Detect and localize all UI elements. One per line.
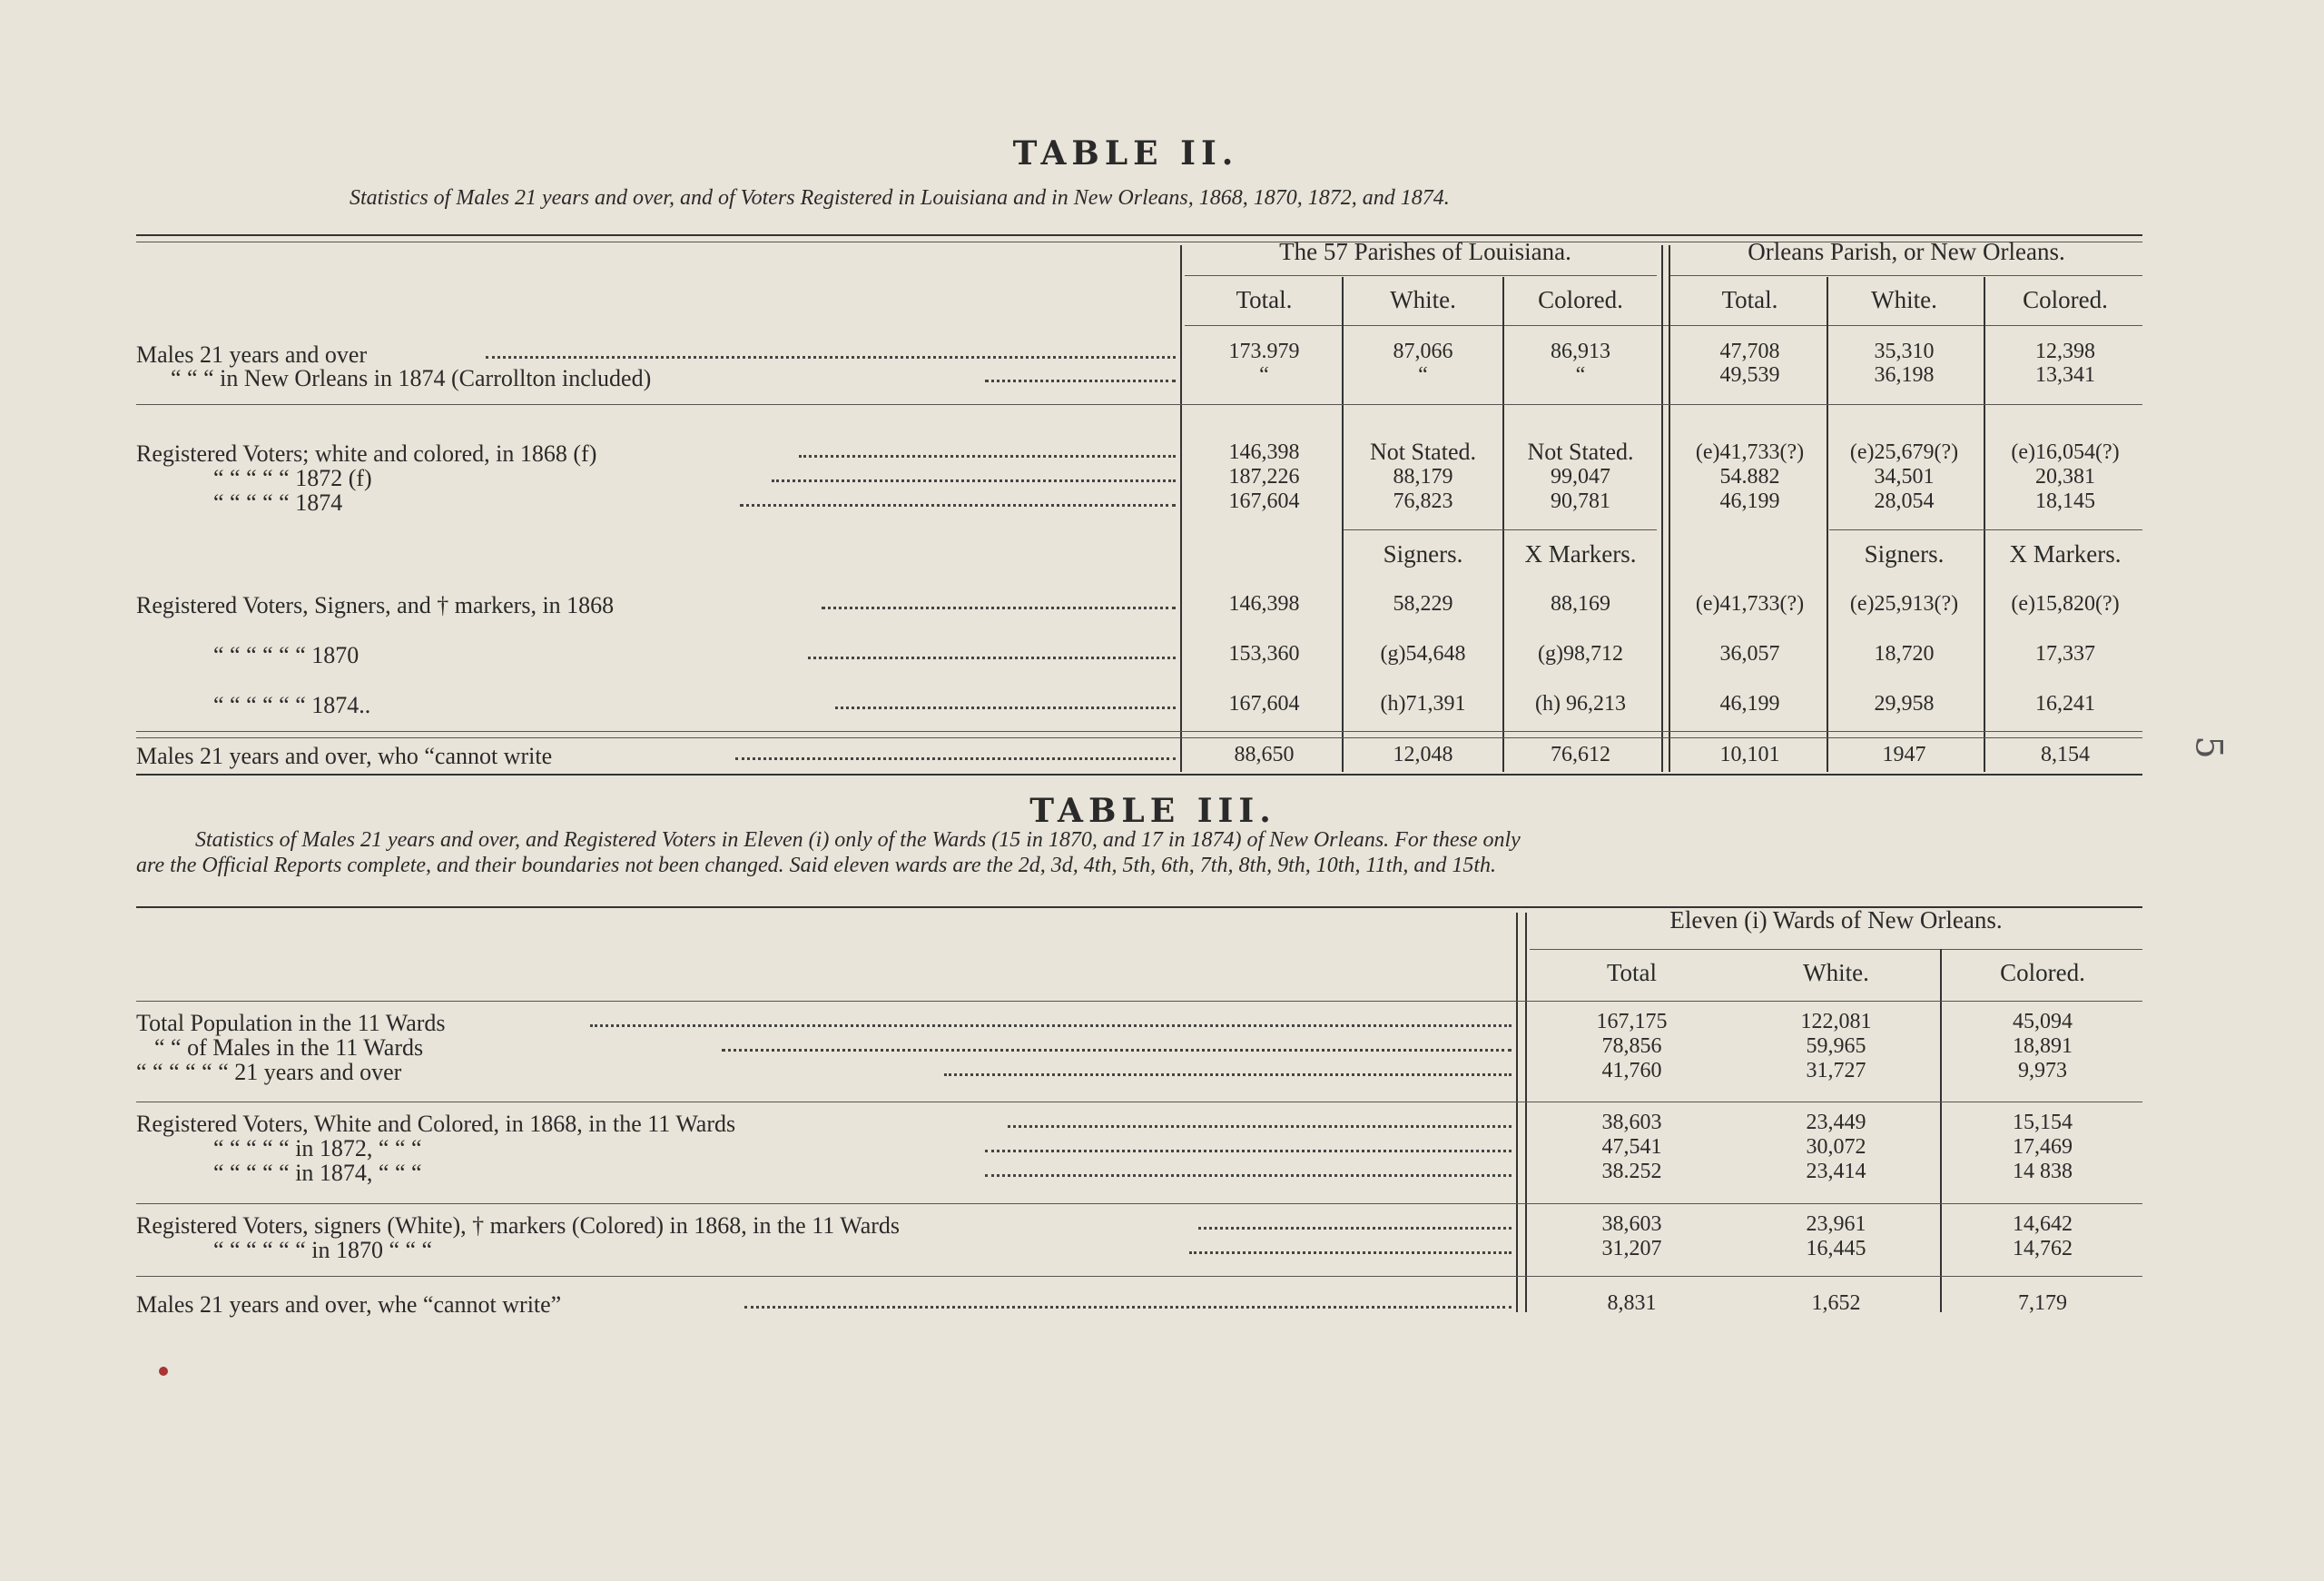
table2-cell: (e)25,913(?) <box>1849 592 1959 616</box>
table2-cell: (g)54,648 <box>1380 642 1466 666</box>
table2-cell: “ <box>1575 363 1586 387</box>
table3-cell: 47,541 <box>1601 1135 1662 1159</box>
table2-cell: 88,169 <box>1551 592 1610 616</box>
table2-cell: 36,198 <box>1874 363 1935 387</box>
table3-row-label: Registered Voters, White and Colored, in 1868, in the 11 Wards <box>136 1111 736 1137</box>
table2-cell: 153,360 <box>1228 642 1300 666</box>
table2-cell: 54.882 <box>1719 465 1780 489</box>
table3-cell: 15,154 <box>2013 1111 2073 1134</box>
table2-cell: 46,199 <box>1719 489 1780 513</box>
table2-cell: 187,226 <box>1228 465 1300 489</box>
table2-cell: 86,913 <box>1551 340 1610 363</box>
table2-row-label: “ “ “ “ “ 1874 <box>213 489 343 516</box>
table2-cell: 47,708 <box>1719 340 1780 363</box>
table2-cell: “ <box>1259 363 1269 387</box>
table3-cell: 23,414 <box>1806 1160 1866 1183</box>
table2-cell: 58,229 <box>1393 592 1453 616</box>
table2-col-orleans-total: Total. <box>1721 286 1778 313</box>
table3-cell: 17,469 <box>2013 1135 2073 1159</box>
table2-cell: 146,398 <box>1228 440 1300 464</box>
table2-col-total: Total. <box>1236 286 1293 313</box>
table2-cell: 167,604 <box>1228 489 1300 513</box>
table2-cell: 76,823 <box>1393 489 1453 513</box>
table3-cell: 1,652 <box>1811 1291 1861 1315</box>
table2-cell: 20,381 <box>2035 465 2095 489</box>
table3-cell: 31,207 <box>1601 1237 1662 1260</box>
table2-cell: 99,047 <box>1551 465 1610 489</box>
table3-cell: 45,094 <box>2013 1010 2073 1033</box>
table3-cell: 23,961 <box>1806 1212 1866 1236</box>
table3-col-total: Total <box>1606 959 1658 986</box>
page-number-mark: 5 <box>2187 736 2230 759</box>
table2-cell: 10,101 <box>1719 743 1780 766</box>
table2-cell: 8,154 <box>2041 743 2090 766</box>
table3-group-header: Eleven (i) Wards of New Orleans. <box>1669 906 2003 934</box>
table2-cell: (h)71,391 <box>1380 692 1466 716</box>
table3-cell: 14 838 <box>2013 1160 2073 1183</box>
table2-col-white: White. <box>1390 286 1456 313</box>
table2-row-label: “ “ “ “ “ “ 1874.. <box>213 692 371 718</box>
table3-cell: 8,831 <box>1607 1291 1657 1315</box>
table2-cell: 90,781 <box>1551 489 1610 513</box>
table2-cell: 16,241 <box>2035 692 2095 716</box>
table3-cell: 38.252 <box>1601 1160 1662 1183</box>
table2-subheader-signers: Signers. <box>1383 540 1463 568</box>
table2-col-orleans-colored: Colored. <box>2023 286 2108 313</box>
table2-cell: Not Stated. <box>1527 439 1634 465</box>
table3-row-label: “ “ of Males in the 11 Wards <box>154 1034 424 1061</box>
table2-cell: 88,179 <box>1393 465 1453 489</box>
table2-group-header-louisiana: The 57 Parishes of Louisiana. <box>1279 238 1571 265</box>
table2-group-header-orleans: Orleans Parish, or New Orleans. <box>1748 238 2065 265</box>
table2-subtitle: Statistics of Males 21 years and over, and of Voters Registered in Louisiana and in New Orleans, 1868, 1870, 1872, and 1874. <box>350 186 1450 210</box>
table3-row-label: “ “ “ “ “ in 1874, “ “ “ <box>213 1160 422 1186</box>
table2-cell: 34,501 <box>1874 465 1935 489</box>
table2-cell: 18,720 <box>1874 642 1935 666</box>
table3-cell: 30,072 <box>1806 1135 1866 1159</box>
table3-cell: 41,760 <box>1601 1059 1662 1082</box>
table3-row-label: Males 21 years and over, whe “cannot write” <box>136 1291 562 1318</box>
table2-cell: (e)16,054(?) <box>2011 440 2120 464</box>
table3-cell: 23,449 <box>1806 1111 1866 1134</box>
table3-cell: 167,175 <box>1596 1010 1668 1033</box>
table3-cell: 18,891 <box>2013 1034 2073 1058</box>
table2-cell: 167,604 <box>1228 692 1300 716</box>
table2-row-label: “ “ “ “ “ “ 1870 <box>213 642 359 668</box>
table2-cell: Not Stated. <box>1370 439 1476 465</box>
table3-cell: 38,603 <box>1601 1111 1662 1134</box>
table2-cell: 28,054 <box>1874 489 1935 513</box>
table3-subtitle-line2: are the Official Reports complete, and their boundaries not been changed. Said eleven wards are the 2d, 3d, 4th, 5th, 6th, 7th, 8th, 9th, 10th, 11th, and 15th. <box>136 854 1497 877</box>
ink-spot <box>159 1367 168 1376</box>
table2-cell: 76,612 <box>1551 743 1610 766</box>
table2-cell: (e)25,679(?) <box>1849 440 1959 464</box>
table2-cell: (g)98,712 <box>1538 642 1623 666</box>
table3-row-label: Total Population in the 11 Wards <box>136 1010 446 1036</box>
table2-row-label: “ “ “ “ “ 1872 (f) <box>213 465 372 491</box>
table2-cell: 36,057 <box>1719 642 1780 666</box>
table3-cell: 7,179 <box>2018 1291 2067 1315</box>
table2-cell: (h) 96,213 <box>1535 692 1626 716</box>
table2-cell: 12,398 <box>2035 340 2095 363</box>
table2-cell: 1947 <box>1882 743 1926 766</box>
table2-cell: 88,650 <box>1234 743 1295 766</box>
table3-subtitle-line1: Statistics of Males 21 years and over, and Registered Voters in Eleven (i) only of the Wards (15 in 1870, and 17 in 1874) of New Orleans. For these only <box>195 828 1521 852</box>
table2-cell: 35,310 <box>1874 340 1935 363</box>
table2-col-colored: Colored. <box>1538 286 1623 313</box>
table3-row-label: “ “ “ “ “ “ 21 years and over <box>136 1059 402 1085</box>
table2-cell: 46,199 <box>1719 692 1780 716</box>
table3-cell: 9,973 <box>2018 1059 2067 1082</box>
table2-title: TABLE II. <box>1012 134 1239 173</box>
table2-cell: (e)41,733(?) <box>1695 592 1805 616</box>
table2-row-label: Registered Voters; white and colored, in 1868 (f) <box>136 440 597 467</box>
table2-cell: (e)41,733(?) <box>1695 440 1805 464</box>
table2-col-orleans-white: White. <box>1871 286 1937 313</box>
table2-cell: (e)15,820(?) <box>2011 592 2120 616</box>
table3-cell: 78,856 <box>1601 1034 1662 1058</box>
table3-cell: 14,642 <box>2013 1212 2073 1236</box>
table2-cell: 17,337 <box>2035 642 2095 666</box>
table2-cell: 29,958 <box>1874 692 1935 716</box>
table3-cell: 38,603 <box>1601 1212 1662 1236</box>
table2-cell: 87,066 <box>1393 340 1453 363</box>
table3-cell: 16,445 <box>1806 1237 1866 1260</box>
table2-cell: 146,398 <box>1228 592 1300 616</box>
table3-col-white: White. <box>1803 959 1869 986</box>
table2-cell: “ <box>1418 363 1428 387</box>
table3-title: TABLE III. <box>1029 792 1276 830</box>
table3-cell: 59,965 <box>1806 1034 1866 1058</box>
table2-cell: 173.979 <box>1228 340 1300 363</box>
table2-cell: 12,048 <box>1393 743 1453 766</box>
table2-subheader-x-markers-orleans: X Markers. <box>2009 540 2122 568</box>
table3-cell: 122,081 <box>1800 1010 1872 1033</box>
table3-cell: 31,727 <box>1806 1059 1866 1082</box>
table2-row-label: Registered Voters, Signers, and † markers, in 1868 <box>136 592 615 618</box>
table2-row-label: Males 21 years and over, who “cannot write <box>136 743 553 769</box>
table3-col-colored: Colored. <box>2000 959 2085 986</box>
table2-row-label: “ “ “ in New Orleans in 1874 (Carrollton included) <box>171 365 652 391</box>
table3-row-label: “ “ “ “ “ “ in 1870 “ “ “ <box>213 1237 433 1263</box>
table2-cell: 49,539 <box>1719 363 1780 387</box>
table3-row-label: Registered Voters, signers (White), † markers (Colored) in 1868, in the 11 Wards <box>136 1212 901 1239</box>
table2-cell: 13,341 <box>2035 363 2095 387</box>
table2-subheader-signers-orleans: Signers. <box>1864 540 1945 568</box>
table2-subheader-x-markers: X Markers. <box>1524 540 1637 568</box>
table3-cell: 14,762 <box>2013 1237 2073 1260</box>
table3-row-label: “ “ “ “ “ in 1872, “ “ “ <box>213 1135 422 1161</box>
table2-cell: 18,145 <box>2035 489 2095 513</box>
table2-row-label: Males 21 years and over <box>136 341 368 368</box>
